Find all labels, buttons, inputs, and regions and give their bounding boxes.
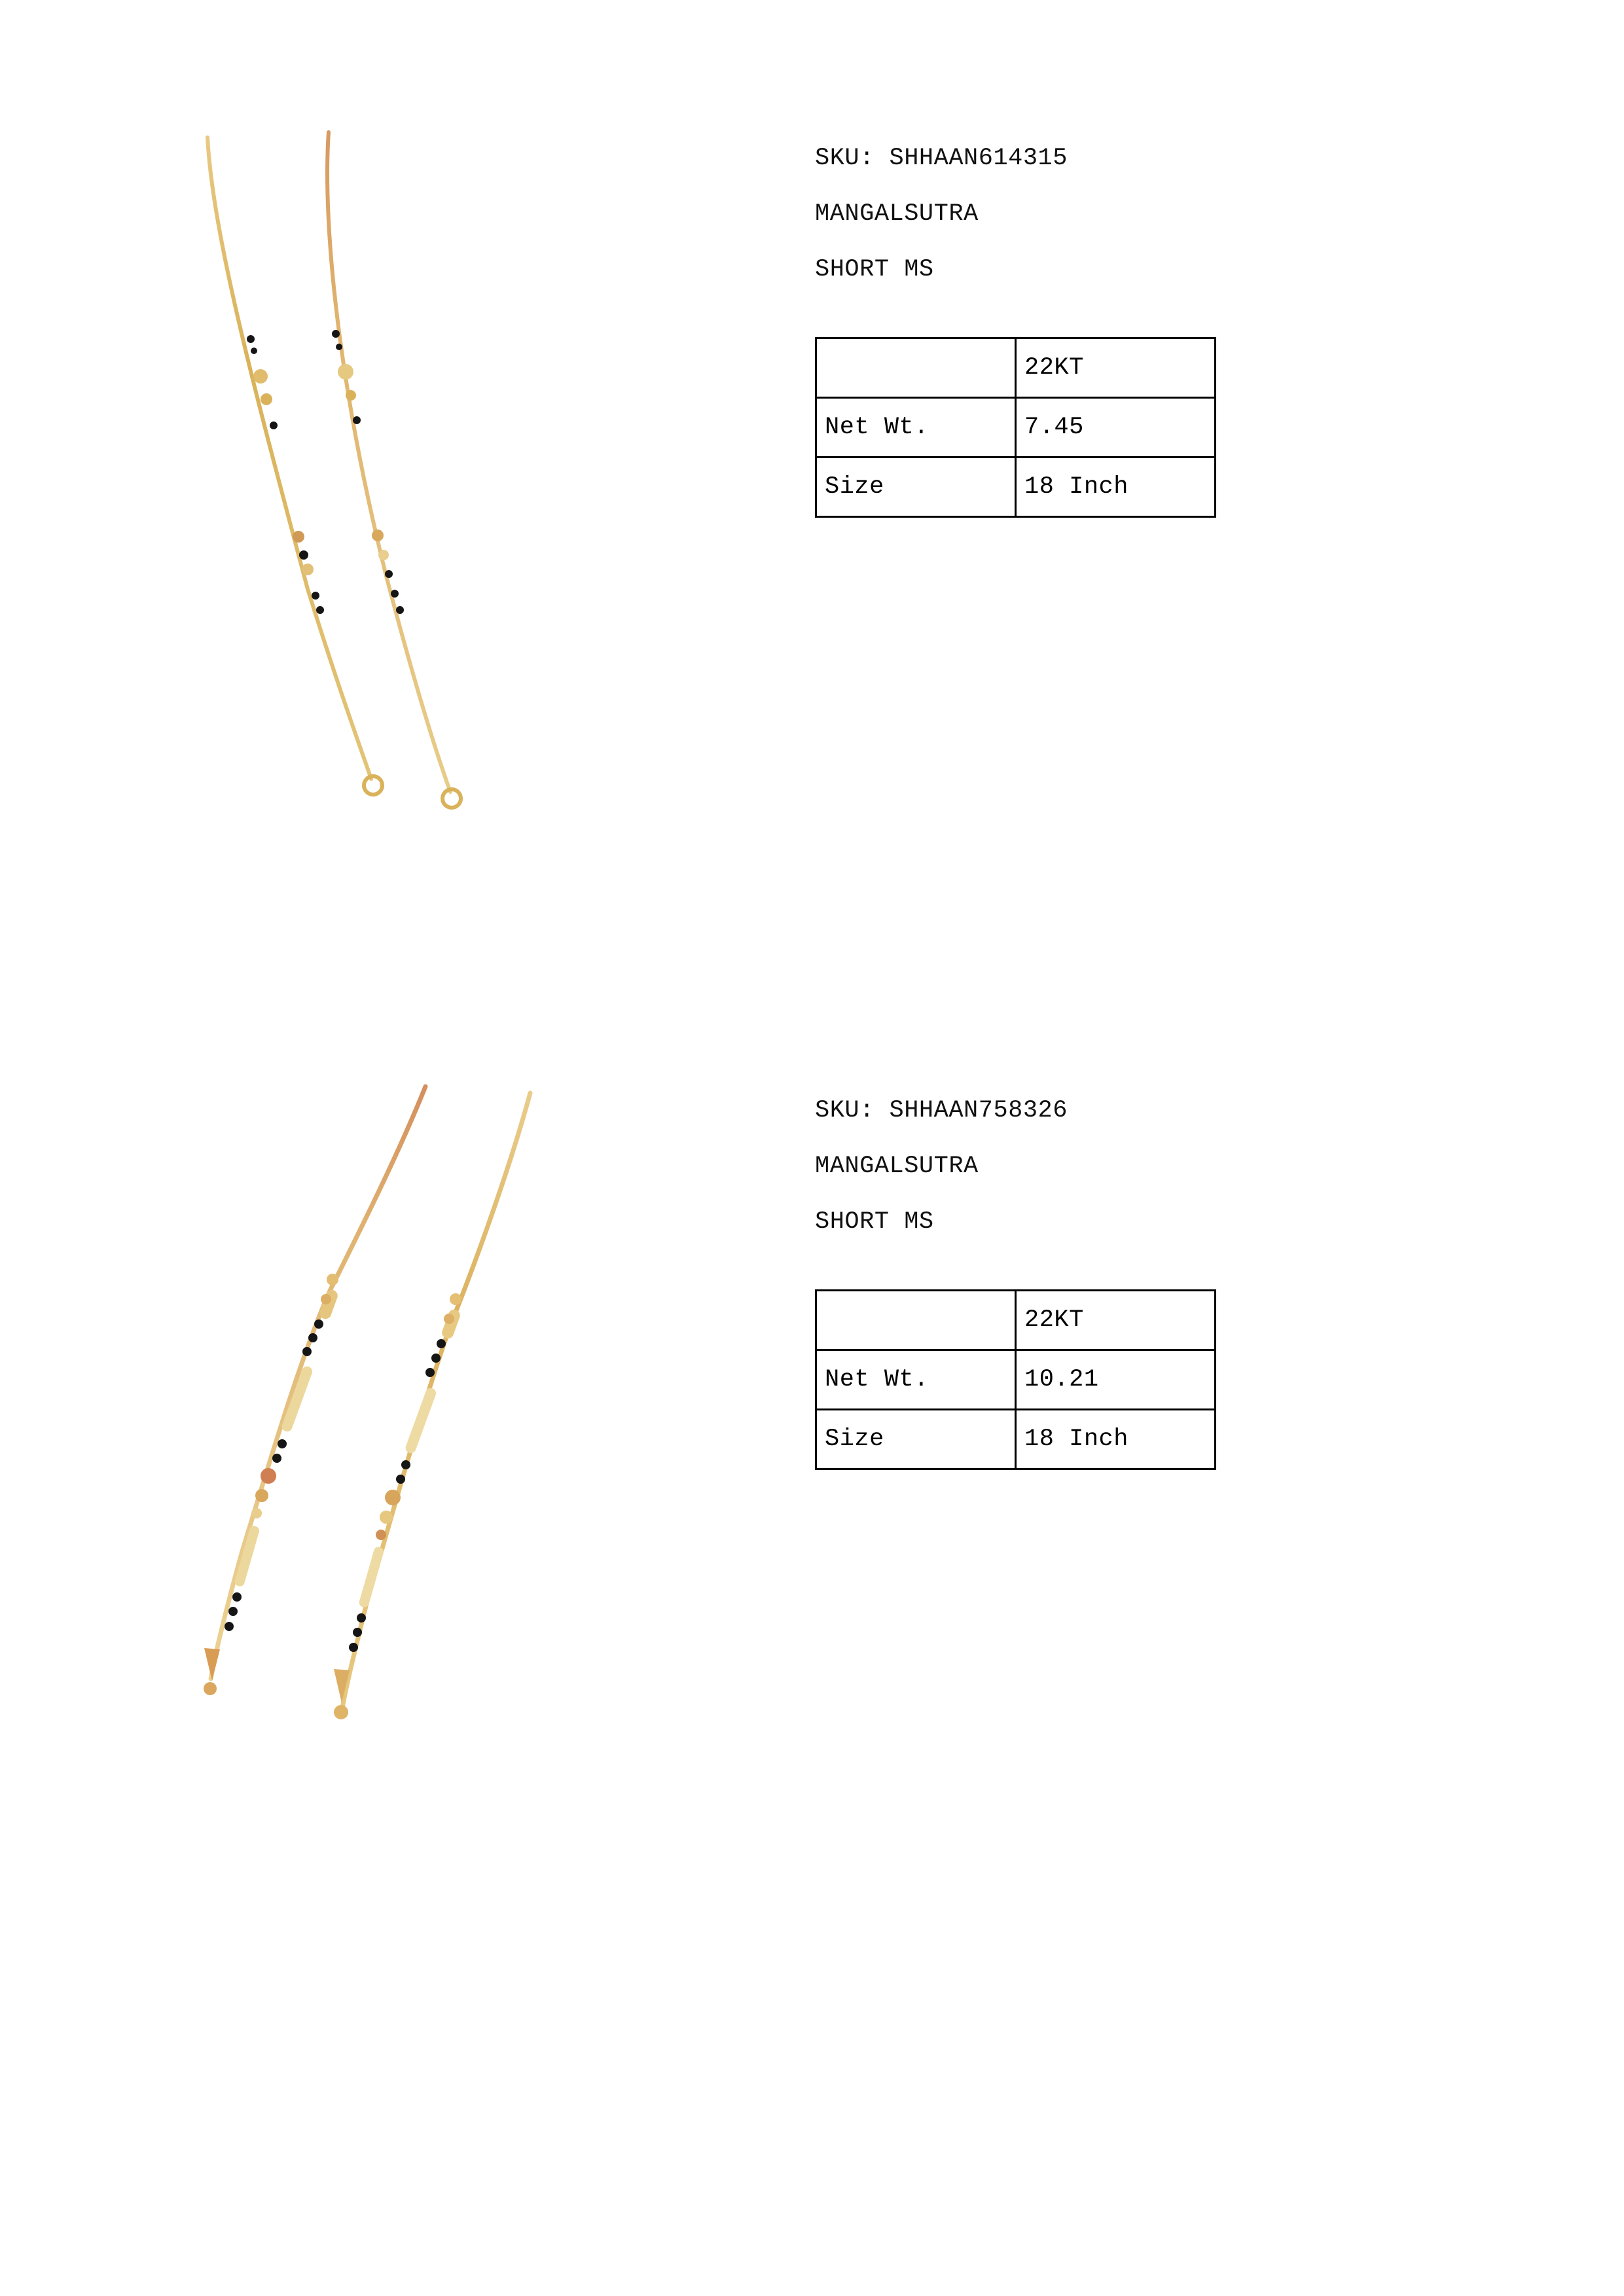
- subcategory-line-1: SHORT MS: [815, 256, 934, 283]
- category-line-2: MANGALSUTRA: [815, 1153, 979, 1180]
- table-row: [816, 338, 1216, 398]
- spec-table-1: [815, 337, 1216, 518]
- sku-line-1: SKU: SHHAAN614315: [815, 145, 1068, 172]
- product-image-2: [164, 1073, 753, 1826]
- spec-label-size-1: Size: [816, 457, 1016, 517]
- sku-line-2: SKU: SHHAAN758326: [815, 1097, 1068, 1124]
- spec-value-size-2: 18 Inch: [1016, 1410, 1216, 1469]
- subcategory-line-2: SHORT MS: [815, 1208, 934, 1236]
- table-row: [816, 1350, 1216, 1410]
- spec-header-blank-1: [816, 338, 1016, 398]
- table-row: [816, 457, 1216, 517]
- spec-value-netwt-2: 10.21: [1016, 1350, 1216, 1410]
- spec-purity-2: 22KT: [1016, 1291, 1216, 1350]
- spec-value-netwt-1: 7.45: [1016, 398, 1216, 457]
- spec-table-2: [815, 1289, 1216, 1470]
- spec-label-netwt-2: Net Wt.: [816, 1350, 1016, 1410]
- table-row: [816, 1291, 1216, 1350]
- mangalsutra-illustration-1: [177, 118, 766, 870]
- spec-label-netwt-1: Net Wt.: [816, 398, 1016, 457]
- table-row: [816, 398, 1216, 457]
- spec-purity-1: 22KT: [1016, 338, 1216, 398]
- table-row: [816, 1410, 1216, 1469]
- spec-label-size-2: Size: [816, 1410, 1016, 1469]
- product-info-1: [815, 131, 1535, 518]
- mangalsutra-illustration-2: [164, 1073, 753, 1826]
- product-info-2: [815, 1083, 1535, 1470]
- spec-value-size-1: 18 Inch: [1016, 457, 1216, 517]
- spec-header-blank-2: [816, 1291, 1016, 1350]
- product-image-1: [177, 118, 766, 870]
- category-line-1: MANGALSUTRA: [815, 200, 979, 228]
